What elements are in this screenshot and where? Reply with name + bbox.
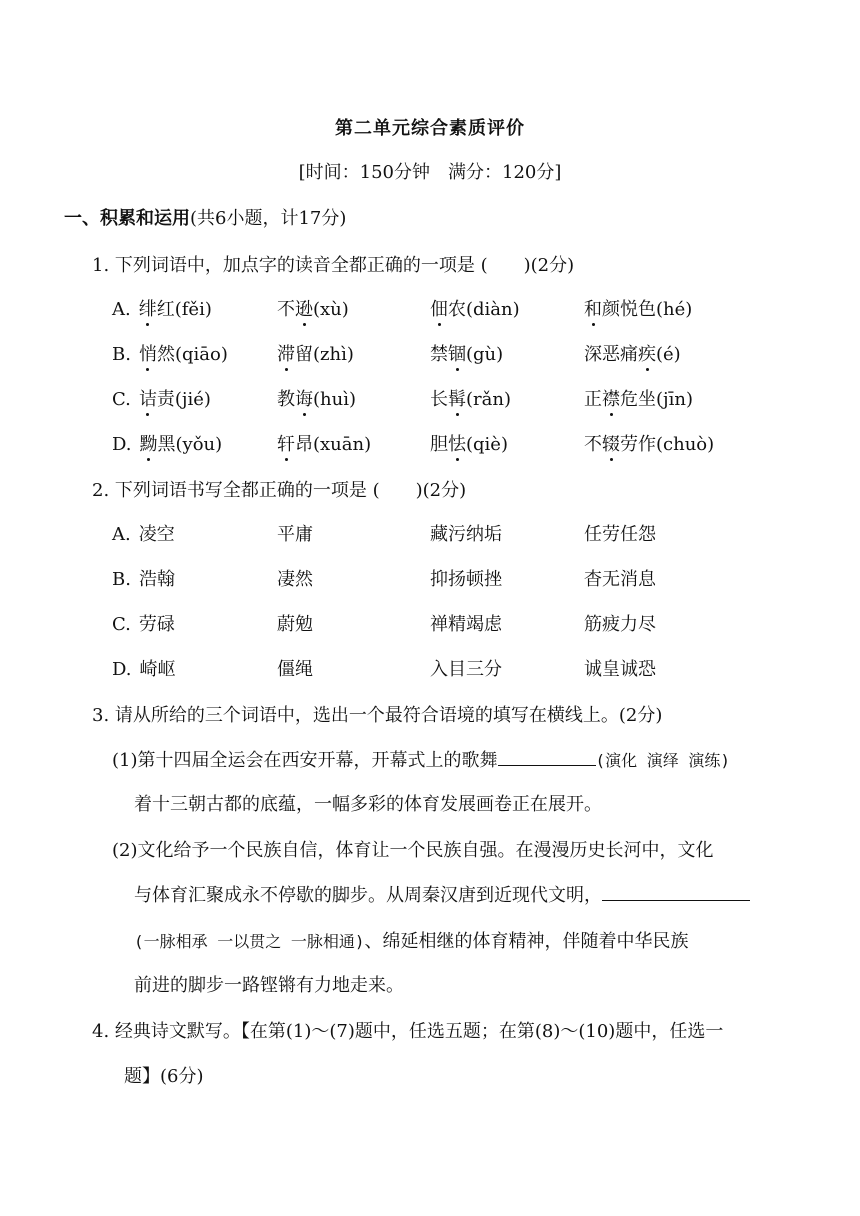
option-row[interactable] — [112, 610, 812, 636]
answer-blank[interactable] — [602, 884, 750, 901]
question-3-part-2: (2)文化给予一个民族自信，体育让一个民族自强。在漫漫历史长河中，文化 — [112, 840, 714, 861]
question-3-part-1-text: (1)第十四届全运会在西安开幕，开幕式上的歌舞 — [112, 750, 498, 771]
dotted-character: 佃 — [430, 295, 448, 321]
word-text: 入目三分 — [430, 659, 502, 680]
option-word — [430, 655, 502, 681]
word-text: (qiè) — [466, 434, 508, 455]
option-label: C. — [112, 614, 131, 635]
option-word — [430, 565, 502, 591]
option-row[interactable] — [112, 655, 812, 681]
word-text: 凌空 — [138, 524, 175, 545]
question-3-part-1-cont: 着十三朝古都的底蕴，一幅多彩的体育发展画卷正在展开。 — [134, 794, 602, 815]
word-text: 教 — [277, 389, 295, 410]
option-word — [112, 655, 176, 681]
word-text: 僵绳 — [277, 659, 313, 680]
word-text: 不 — [277, 299, 295, 320]
question-3-part-1-options: (演化 演绎 演练) — [595, 751, 731, 770]
word-text: 长 — [430, 389, 448, 410]
word-text: 昂(xuān) — [295, 434, 372, 455]
word-text: 深恶痛 — [584, 344, 638, 365]
option-label: B. — [112, 569, 131, 590]
option-word — [112, 610, 175, 636]
dotted-character: 和 — [584, 295, 602, 321]
option-word — [584, 295, 692, 321]
word-text: 红(fěi) — [156, 299, 212, 320]
section-heading-label: 一、积累和运用 — [64, 208, 190, 229]
dotted-character: 悄 — [139, 340, 157, 366]
option-word — [584, 340, 681, 366]
word-text: 然(qiāo) — [156, 344, 228, 365]
option-row[interactable] — [112, 520, 812, 546]
word-text: 颜悦色(hé) — [602, 299, 693, 320]
dotted-character: 髯 — [448, 385, 466, 411]
section-heading — [64, 204, 346, 230]
word-text: 抑扬顿挫 — [430, 569, 502, 590]
option-word — [112, 385, 211, 411]
option-row[interactable] — [112, 340, 812, 366]
dotted-character: 绯 — [139, 295, 157, 321]
dotted-character: 锢 — [448, 340, 466, 366]
option-word — [112, 340, 228, 366]
word-text: 杳无消息 — [584, 569, 656, 590]
dotted-character: 逊 — [295, 295, 313, 321]
option-word — [430, 340, 503, 366]
option-word — [112, 565, 175, 591]
option-word — [277, 610, 313, 636]
word-text: 农(diàn) — [448, 299, 520, 320]
dotted-character: 滞 — [277, 340, 295, 366]
answer-blank[interactable] — [498, 749, 596, 766]
word-text: 留(zhì) — [295, 344, 354, 365]
word-text: (huì) — [313, 389, 356, 410]
option-word — [277, 385, 356, 411]
option-word — [277, 430, 371, 456]
word-text: 凄然 — [277, 569, 313, 590]
question-2-stem: 2. 下列词语书写全都正确的一项是 ( )(2分) — [92, 480, 467, 501]
word-text: 劳碌 — [138, 614, 175, 635]
exam-meta: [时间：150分钟 满分：120分] — [298, 162, 562, 183]
question-3-part-1 — [112, 746, 730, 772]
word-text: 黑(yǒu) — [157, 434, 223, 455]
option-word — [584, 385, 693, 411]
dotted-character: 怯 — [448, 430, 466, 456]
word-text: 诚皇诚恐 — [584, 659, 656, 680]
option-word — [112, 430, 222, 456]
word-text: 责(jié) — [156, 389, 211, 410]
word-text: 藏污纳垢 — [430, 524, 502, 545]
word-text: 正 — [584, 389, 602, 410]
option-word — [584, 655, 656, 681]
word-text: (é) — [656, 344, 681, 365]
dotted-character: 诲 — [295, 385, 313, 411]
word-text: 筋疲力尽 — [584, 614, 656, 635]
question-4-stem: 4. 经典诗文默写。【在第(1)～(7)题中，任选五题；在第(8)～(10)题中，任选一 — [92, 1021, 724, 1042]
option-word — [430, 520, 502, 546]
option-word — [430, 610, 502, 636]
word-text: 危坐(jīn) — [620, 389, 693, 410]
word-text: 崎岖 — [139, 659, 176, 680]
question-3-part-2-line3 — [134, 927, 689, 953]
option-word — [277, 520, 313, 546]
option-word — [112, 295, 212, 321]
word-text: 劳作(chuò) — [620, 434, 715, 455]
option-word — [277, 295, 349, 321]
section-heading-note: (共6小题，计17分) — [190, 208, 347, 229]
question-3-part-2-options: (一脉相承 一以贯之 一脉相通) — [134, 932, 365, 951]
option-word — [430, 430, 508, 456]
option-word — [584, 520, 656, 546]
page-title: 第二单元综合素质评价 — [335, 118, 525, 139]
word-text: (gù) — [466, 344, 504, 365]
word-text: 不 — [584, 434, 602, 455]
dotted-character: 疾 — [638, 340, 656, 366]
dotted-character: 襟 — [602, 385, 620, 411]
option-label: D. — [112, 659, 132, 680]
option-word — [584, 565, 656, 591]
option-label: D. — [112, 434, 132, 455]
question-3-part-2-text-cont: 、绵延相继的体育精神，伴随着中华民族 — [364, 931, 689, 952]
word-text: (xù) — [313, 299, 349, 320]
option-row[interactable] — [112, 565, 812, 591]
option-label: A. — [112, 524, 131, 545]
dotted-character: 诘 — [139, 385, 157, 411]
word-text: 胆 — [430, 434, 448, 455]
word-text: 禁 — [430, 344, 448, 365]
option-word — [430, 385, 511, 411]
option-word — [430, 295, 520, 321]
word-text: 任劳任怨 — [584, 524, 656, 545]
option-word — [277, 340, 354, 366]
question-4-stem-cont: 题】(6分) — [124, 1066, 204, 1087]
question-3-stem: 3. 请从所给的三个词语中，选出一个最符合语境的填写在横线上。(2分) — [92, 705, 663, 726]
dotted-character: 黝 — [140, 430, 158, 456]
question-3-part-2-line4: 前进的脚步一路铿锵有力地走来。 — [134, 975, 404, 996]
option-label: B. — [112, 344, 131, 365]
question-3-part-2-text: 与体育汇聚成永不停歇的脚步。从周秦汉唐到近现代文明， — [134, 885, 602, 906]
dotted-character: 辍 — [602, 430, 620, 456]
option-row[interactable] — [112, 385, 812, 411]
word-text: 蔚勉 — [277, 614, 313, 635]
option-word — [277, 655, 313, 681]
option-row[interactable] — [112, 430, 812, 456]
option-word — [277, 565, 313, 591]
word-text: (rǎn) — [466, 389, 511, 410]
word-text: 禅精竭虑 — [430, 614, 502, 635]
option-row[interactable] — [112, 295, 812, 321]
option-word — [584, 610, 656, 636]
word-text: 平庸 — [277, 524, 313, 545]
question-3-part-2-line2 — [134, 881, 750, 907]
word-text: 浩翰 — [138, 569, 175, 590]
option-word — [584, 430, 714, 456]
question-1-stem: 1. 下列词语中，加点字的读音全都正确的一项是 ( )(2分) — [92, 255, 575, 276]
option-label: A. — [112, 299, 131, 320]
dotted-character: 轩 — [277, 430, 295, 456]
option-word — [112, 520, 175, 546]
option-label: C. — [112, 389, 131, 410]
